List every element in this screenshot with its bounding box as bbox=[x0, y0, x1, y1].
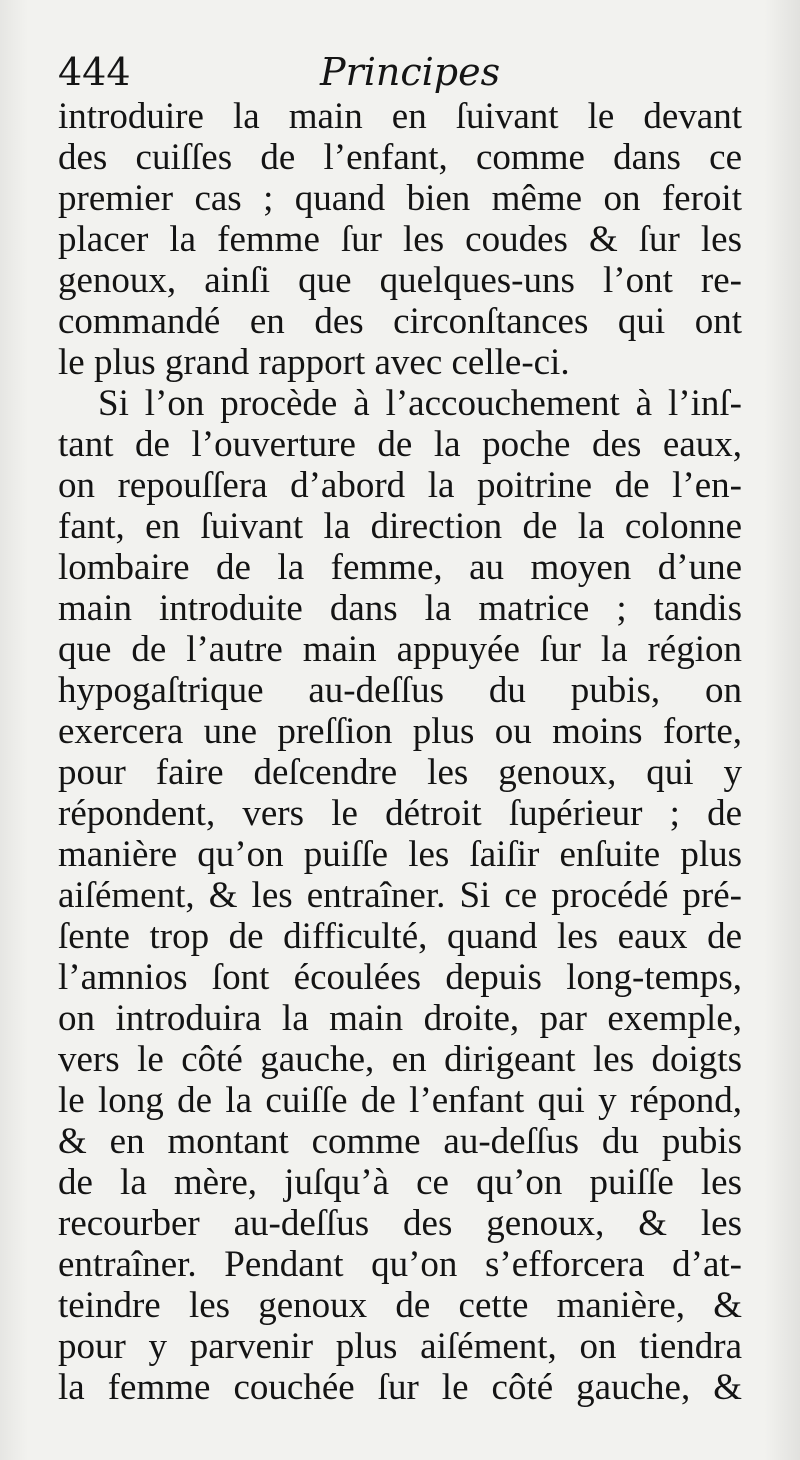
text-line: des cuiſſes de l’enfant, comme dans ce bbox=[58, 137, 742, 178]
page-shadow-right bbox=[764, 0, 800, 1460]
text-line: manière qu’on puiſſe les ſaiſir enſuite plus bbox=[58, 834, 742, 875]
text-line: de la mère, juſqu’à ce qu’on puiſſe les bbox=[58, 1162, 742, 1203]
page-number: 444 bbox=[58, 50, 131, 94]
text-line: main introduite dans la matrice ; tandis bbox=[58, 588, 742, 629]
text-line: hypogaſtrique au-deſſus du pubis, on bbox=[58, 670, 742, 711]
text-line: fant, en ſuivant la direction de la colonne bbox=[58, 506, 742, 547]
text-line: on introduira la main droite, par exemple, bbox=[58, 998, 742, 1039]
text-line: que de l’autre main appuyée ſur la région bbox=[58, 629, 742, 670]
text-line: pour faire deſcendre les genoux, qui y bbox=[58, 752, 742, 793]
text-line: lombaire de la femme, au moyen d’une bbox=[58, 547, 742, 588]
text-line: répondent, vers le détroit ſupérieur ; de bbox=[58, 793, 742, 834]
text-line: aiſément, & les entraîner. Si ce procédé pré- bbox=[58, 875, 742, 916]
text-line: pour y parvenir plus aiſément, on tiendra bbox=[58, 1326, 742, 1367]
text-line: & en montant comme au-deſſus du pubis bbox=[58, 1121, 742, 1162]
text-line: commandé en des circonſtances qui ont bbox=[58, 301, 742, 342]
text-line: exercera une preſſion plus ou moins forte, bbox=[58, 711, 742, 752]
text-line: genoux, ainſi que quelques-uns l’ont re- bbox=[58, 260, 742, 301]
paragraph-first-line: Si l’on procède à l’accouchement à l’inſ- bbox=[98, 383, 742, 424]
text-line: vers le côté gauche, en dirigeant les doigts bbox=[58, 1039, 742, 1080]
text-line: le long de la cuiſſe de l’enfant qui y répond, bbox=[58, 1080, 742, 1121]
body-text bbox=[58, 96, 742, 1408]
text-line: l’amnios ſont écoulées depuis long-temps, bbox=[58, 957, 742, 998]
text-line: la femme couchée ſur le côté gauche, & bbox=[58, 1367, 742, 1408]
text-line: le plus grand rapport avec celle-ci. bbox=[58, 342, 570, 383]
page-shadow-left bbox=[0, 0, 28, 1460]
text-line: entraîner. Pendant qu’on s’efforcera d’at- bbox=[58, 1244, 742, 1285]
text-line: recourber au-deſſus des genoux, & les bbox=[58, 1203, 742, 1244]
running-head: Principes bbox=[320, 50, 501, 94]
text-line: tant de l’ouverture de la poche des eaux, bbox=[58, 424, 742, 465]
text-line: on repouſſera d’abord la poitrine de l’en- bbox=[58, 465, 742, 506]
text-line: teindre les genoux de cette manière, & bbox=[58, 1285, 742, 1326]
text-line: placer la femme ſur les coudes & ſur les bbox=[58, 219, 742, 260]
text-line: premier cas ; quand bien même on feroit bbox=[58, 178, 742, 219]
text-line: ſente trop de difficulté, quand les eaux de bbox=[58, 916, 742, 957]
text-line: introduire la main en ſuivant le devant bbox=[58, 96, 742, 137]
page-header bbox=[58, 46, 748, 98]
